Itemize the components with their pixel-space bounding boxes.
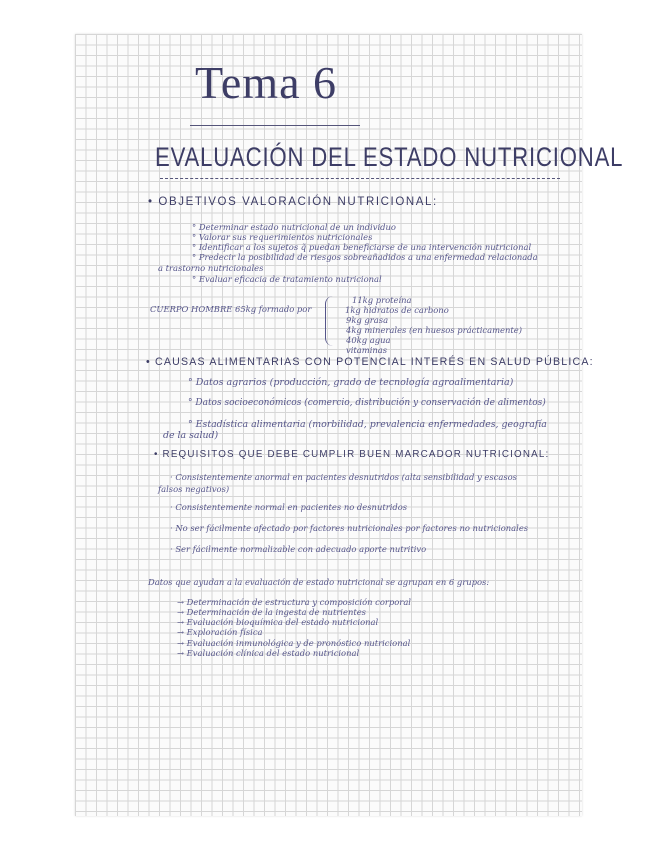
list-item: · Ser fácilmente normalizable con adecuado aporte nutritivo — [170, 544, 427, 554]
composition-item: 40kg agua — [346, 335, 391, 345]
list-item: ° Valorar sus requerimientos nutricionales — [192, 232, 373, 242]
list-item: ° Estadística alimentaria (morbilidad, prevalencia enfermedades, geografía — [188, 419, 547, 430]
composition-brace — [325, 296, 340, 346]
body-composition-label: CUERPO HOMBRE 65kg formado por — [150, 304, 312, 314]
list-item: de la salud) — [163, 430, 219, 441]
section-heading-causas: • CAUSAS ALIMENTARIAS CON POTENCIAL INTERÉS EN SALUD PÚBLICA: — [146, 356, 594, 368]
composition-item: vitaminas — [346, 345, 388, 355]
list-item: falsos negativos) — [158, 484, 230, 494]
list-item: ° Predecir la posibilidad de riesgos sobreañadidos a una enfermedad relacionada — [192, 252, 538, 262]
list-item: ° Datos agrarios (producción, grado de tecnología agroalimentaria) — [188, 377, 514, 388]
list-item: → Determinación de estructura y composición corporal — [177, 597, 411, 607]
section-heading-objetivos: • OBJETIVOS VALORACIÓN NUTRICIONAL: — [148, 196, 438, 208]
list-item: ° Evaluar eficacia de tratamiento nutricional — [192, 274, 382, 284]
title-underline — [190, 125, 360, 126]
list-item: · Consistentemente anormal en pacientes desnutridos (alta sensibilidad y escasos — [170, 472, 517, 482]
list-item: → Exploración física — [177, 627, 263, 637]
list-item: · Consistentemente normal en pacientes no desnutridos — [170, 502, 408, 512]
page-subtitle: EVALUACIÓN DEL ESTADO NUTRICIONAL — [155, 142, 624, 172]
list-item: → Evaluación clínica del estado nutricional — [177, 648, 360, 658]
subtitle-underline — [160, 178, 560, 179]
section-heading-requisitos: • REQUISITOS QUE DEBE CUMPLIR BUEN MARCADOR NUTRICIONAL: — [154, 449, 550, 460]
composition-item: 9kg grasa — [346, 315, 389, 325]
composition-item: 1kg hidratos de carbono — [345, 305, 449, 315]
list-item: ° Datos socioeconómicos (comercio, distribución y conservación de alimentos) — [188, 398, 546, 408]
list-item: → Evaluación inmunológica y de pronóstico nutricional — [177, 638, 411, 648]
list-item: · No ser fácilmente afectado por factores nutricionales por factores no nutricionales — [170, 523, 529, 533]
list-item: ° Determinar estado nutricional de un individuo — [192, 222, 396, 232]
section-intro-datos: Datos que ayudan a la evaluación de estado nutricional se agrupan en 6 grupos: — [148, 577, 490, 587]
page-title: Tema 6 — [195, 57, 338, 108]
list-item: → Determinación de la ingesta de nutrientes — [177, 607, 366, 617]
list-item: → Evaluación bioquímica del estado nutricional — [177, 617, 379, 627]
list-item: ° Identificar a los sujetos q̃ puedan beneficiarse de una intervención nutricional — [192, 242, 532, 252]
list-item: a trastorno nutricionales — [158, 263, 264, 273]
composition-item: 4kg minerales (en huesos prácticamente) — [346, 325, 522, 335]
composition-item: 11kg proteína — [352, 295, 412, 305]
